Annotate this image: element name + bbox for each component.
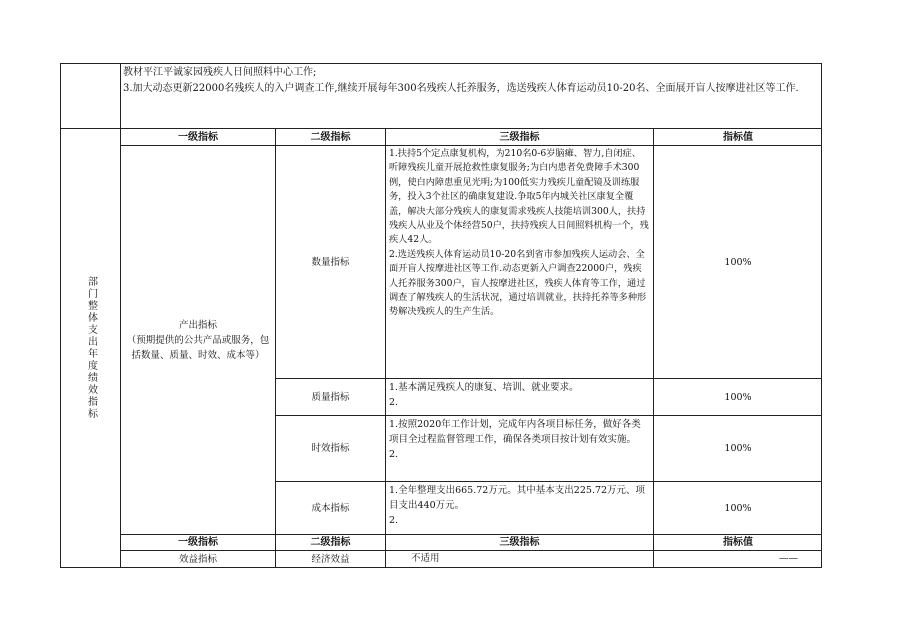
top-description bbox=[121, 64, 822, 129]
level2-cost: 成本指标 bbox=[276, 482, 386, 535]
value-quality: 100% bbox=[654, 379, 822, 416]
value-cost: 100% bbox=[654, 482, 822, 535]
side-label: 部门整体支出年度绩效指标 bbox=[85, 276, 97, 420]
value-quantity: 100% bbox=[654, 146, 822, 379]
value-timeliness: 100% bbox=[654, 416, 822, 482]
level2-quantity: 数量指标 bbox=[276, 146, 386, 379]
performance-table bbox=[60, 63, 822, 568]
top-line-1: 教材平江平诚家园残疾人日间照料中心工作; bbox=[123, 67, 317, 78]
benefit-level2: 经济效益 bbox=[276, 551, 386, 567]
level3-timeliness: 1.按照2020年工作计划，完成年内各项目标任务，做好各类项目全过程监督管理工作，确保各类项目按计划有效实施。 2. bbox=[386, 416, 654, 482]
header-value: 指标值 bbox=[654, 129, 822, 146]
benefit-value: —— bbox=[779, 553, 798, 564]
header2-value: 指标值 bbox=[654, 535, 822, 551]
benefit-level1: 效益指标 bbox=[121, 551, 276, 567]
benefit-level3: 不适用 bbox=[386, 551, 654, 567]
top-left-blank bbox=[61, 64, 121, 129]
level3-quality: 1.基本满足残疾人的康复、培训、就业要求。 2. bbox=[386, 379, 654, 416]
level3-quantity: 1.扶持5个定点康复机构，为210名0-6岁脑瘫、智力,自闭症、听障残疾儿童开展抢救性康复服务;为白内患者免费障手术300例，使白内障患重见光明;为100低实力残疾儿童配镜及训练服务，投入3个社区的确康复建设.争取5年内城关社区康复全覆盖，解决大部分残疾人的康复需求残疾人技能培训300人，扶持残疾人从业及个体经营50户，扶持残疾人日间照料机构一个，残疾人42人。 2.选送残疾人体育运动员10-20名到省市参加残疾人运动会、全面开盲人按摩进社区等工作.动态更新入户调查22000户，残疾人托养服务300户，盲人按摩进社区，残疾人体育等工作，通过调查了解残疾人的生活状况，通过培训就业，扶持托养等多种形势解决残疾人的生产生活。 bbox=[386, 146, 654, 379]
output-indicator-cell bbox=[121, 146, 276, 535]
header-level3: 三级指标 bbox=[386, 129, 654, 146]
output-indicator-title: 产出指标 bbox=[178, 319, 217, 331]
header-level1: 一级指标 bbox=[121, 129, 276, 146]
header2-level3: 三级指标 bbox=[386, 535, 654, 551]
top-line-2: 3.加大动态更新22000名残疾人的入户调查工作,继续开展每年300名残疾人托养服务，选送残疾人体育运动员10-20名、全面展开盲人按摩进社区等工作. bbox=[123, 83, 799, 94]
output-indicator-note: （预期提供的公共产品或服务，包括数量、质量、时效、成本等） bbox=[126, 334, 270, 361]
header2-level2: 二级指标 bbox=[276, 535, 386, 551]
header2-level1: 一级指标 bbox=[121, 535, 276, 551]
level2-quality: 质量指标 bbox=[276, 379, 386, 416]
level3-cost: 1.全年整理支出665.72万元。其中基本支出225.72万元、项目支出440万元。 2. bbox=[386, 482, 654, 535]
side-label-cell bbox=[61, 129, 121, 568]
header-level2: 二级指标 bbox=[276, 129, 386, 146]
level2-timeliness: 时效指标 bbox=[276, 416, 386, 482]
